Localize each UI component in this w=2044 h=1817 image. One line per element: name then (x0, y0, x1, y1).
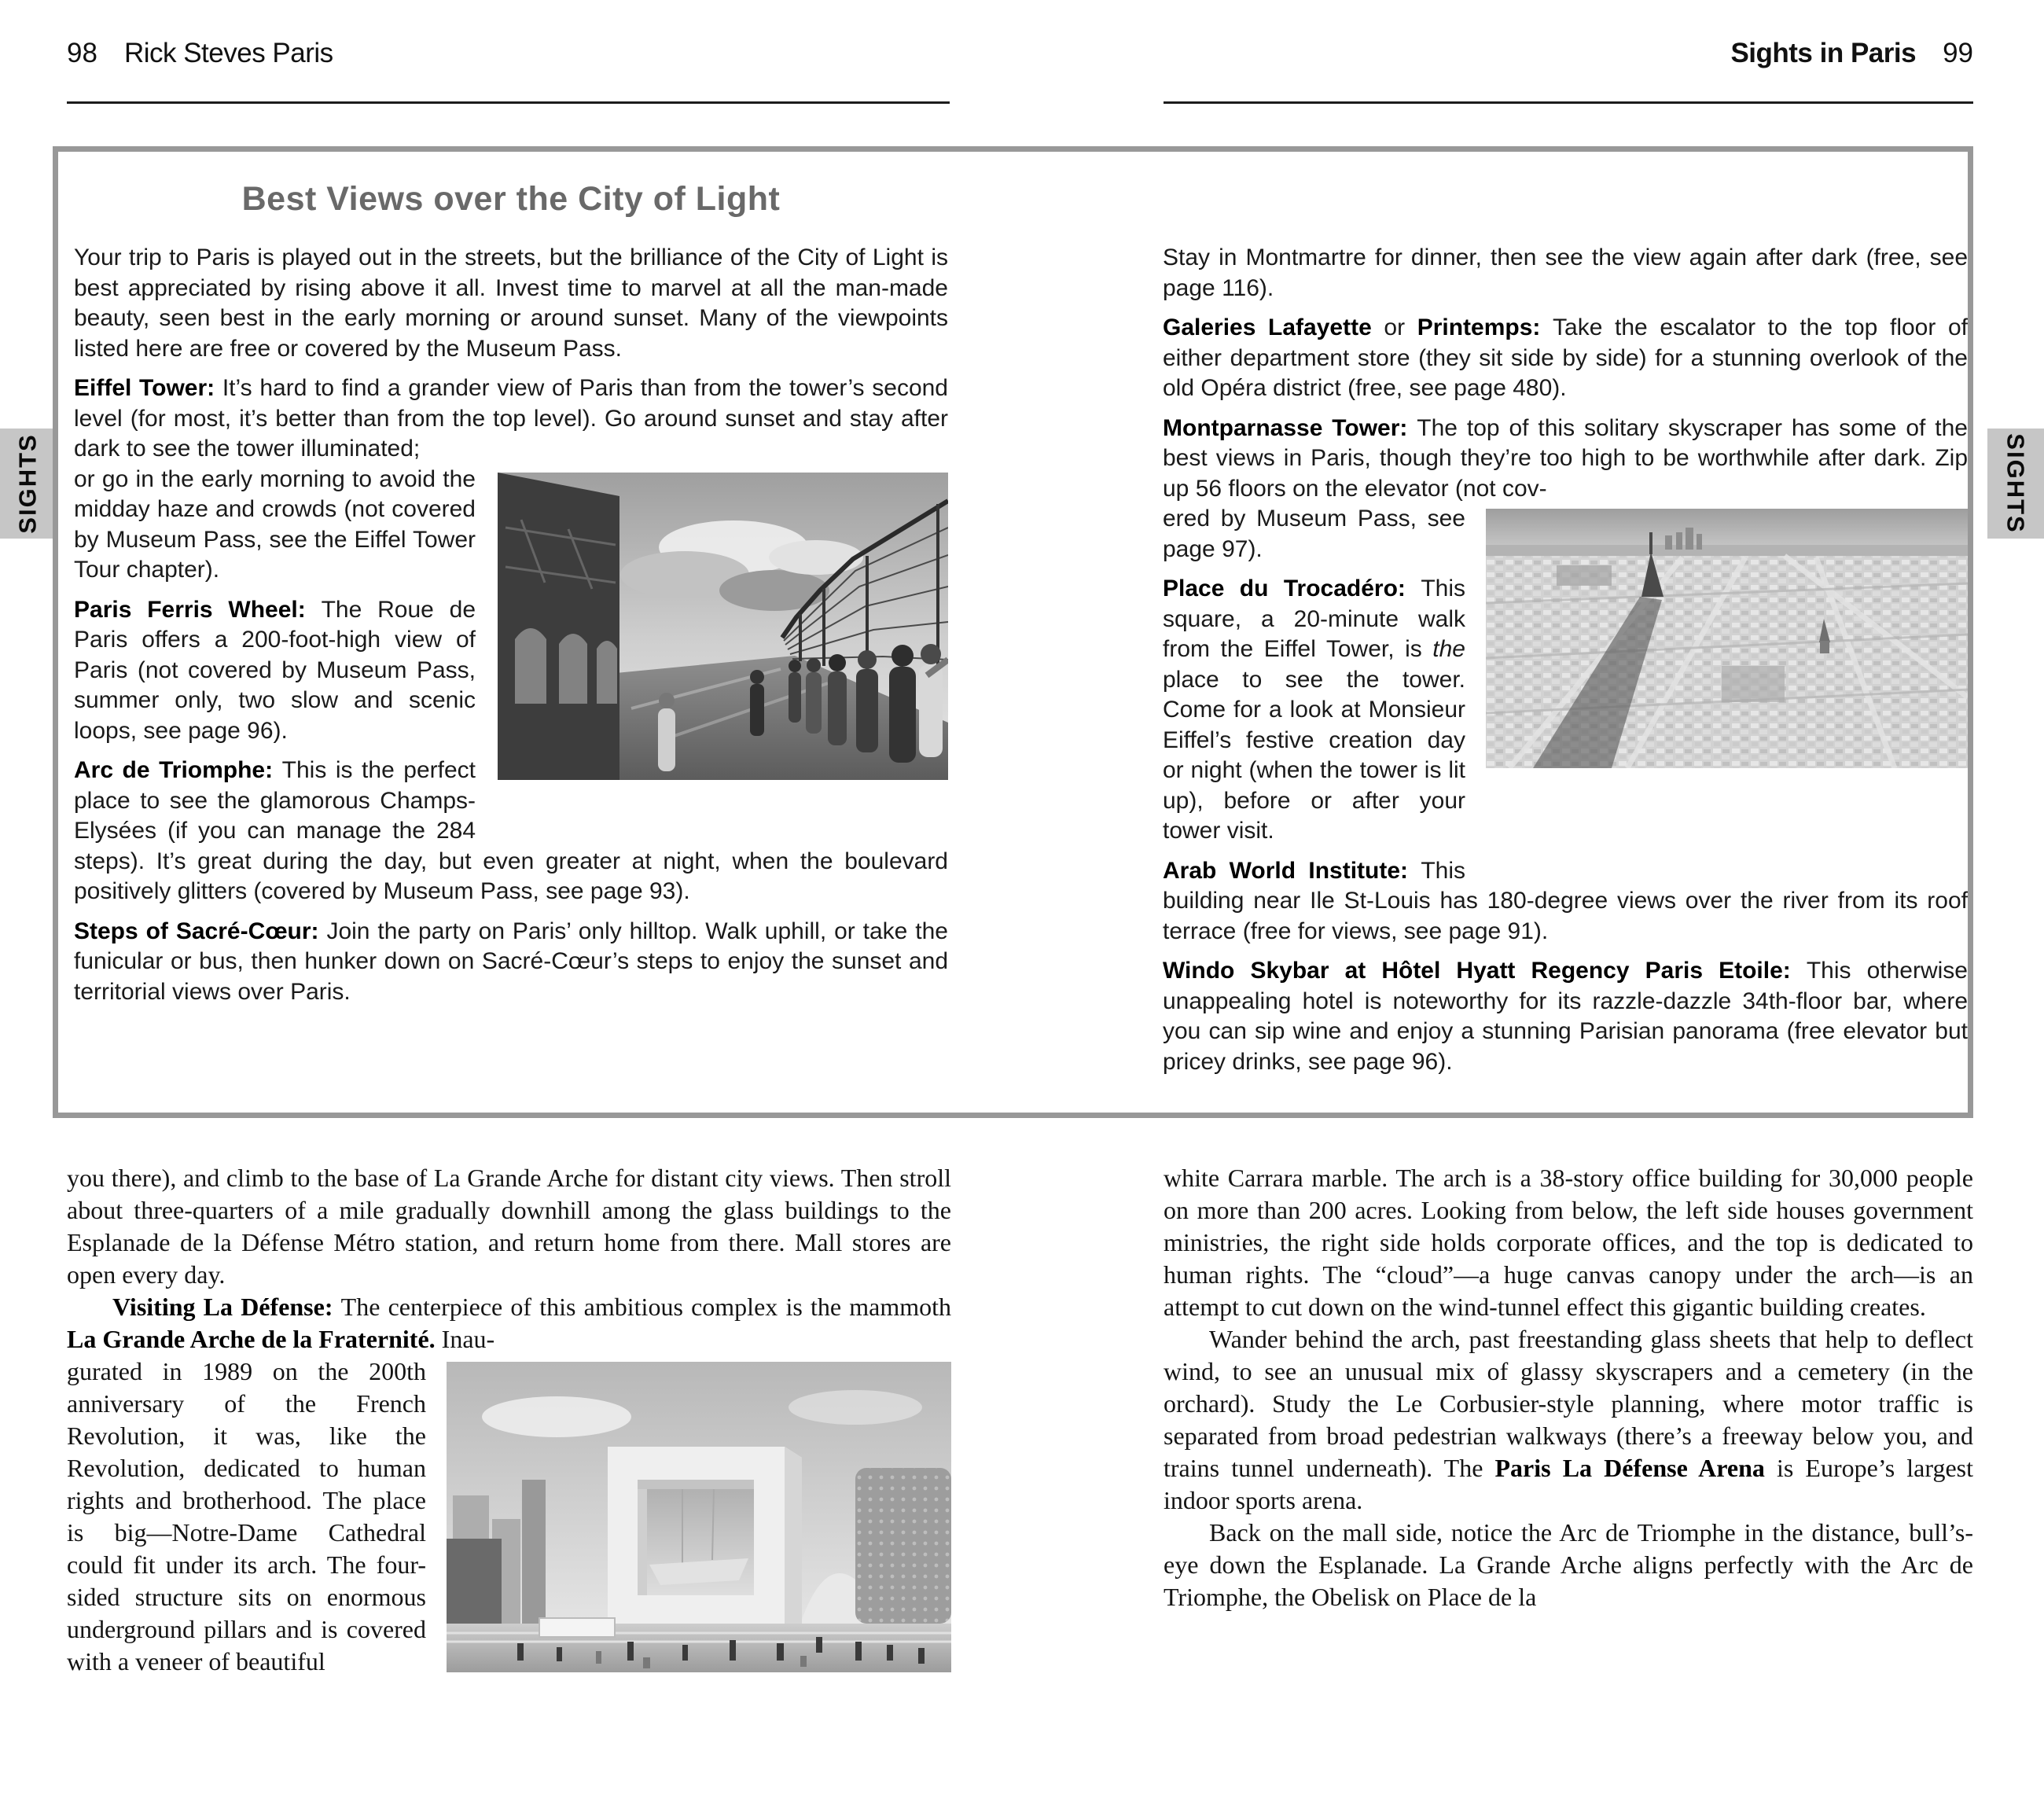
sidebar-column-right (1163, 243, 1968, 1087)
body-paragraph: you there), and climb to the base of La Grande Arche for distant city views. Then stroll about three-quarters of a mile gradually downhill among the glass buildings to the Esplanade de la Défense Métro station, and return home from there. Mall stores are open every day. (67, 1164, 951, 1289)
grande-arche-photo (447, 1362, 951, 1672)
ferris-wheel-paragraph: Paris Ferris Wheel: The Roue de Paris offers a 200-foot-high view of Paris (not covered by Museum Pass, summer only, two slow and scenic loops, see page 96). (74, 596, 476, 744)
sacre-coeur-paragraph: Steps of Sacré-Cœur: Join the party on Paris’ only hilltop. Walk uphill, or take the funicular or bus, then hunker down on Sacré-Cœur’s steps to enjoy the sunset and territorial views over Paris. (74, 918, 948, 1005)
header-rule-left (67, 101, 950, 104)
sights-tab-left-label: SIGHTS (14, 433, 42, 534)
montmartre-paragraph: Stay in Montmartre for dinner, then see the view again after dark (free, see page 116). (1163, 245, 1968, 301)
visiting-la-defense-paragraph-continued: gurated in 1989 on the 200th anniversary of the French Revolution, it was, like the Revolution, dedicated to human rights and brotherhood. The place is big—Notre-Dame Cathedral could fit under its arch. The four-sided structure sits on enormous underground pillars and is covered with a veneer of beautiful (67, 1355, 951, 1678)
eiffel-tower-paragraph: Eiffel Tower: It’s hard to find a grander view of Paris than from the tower’s second level (for most, it’s better than from the top level). Go around sunset and stay after dark to see the tower illuminated; (74, 375, 948, 462)
running-title-left: Rick Steves Paris (123, 38, 333, 68)
trocadero-paragraph: Place du Trocadéro: This square, a 20-minute walk from the Eiffel Tower, is the place to see the tower. Come for a look at Monsieur Eiffel’s festive creation day or night (when the tower is lit up), before or after your tower visit. (1163, 576, 1465, 844)
eiffel-deck-photo (498, 473, 948, 780)
sidebar-column-left (74, 243, 948, 1017)
running-head-left (67, 38, 333, 69)
body-text-right (1164, 1162, 1973, 1613)
body-paragraph: white Carrara marble. The arch is a 38-story office building for 30,000 people on more than 200 acres. Looking from below, the left side houses government ministries, the right side holds corporate offices, and the top is dedicated to human rights. The “cloud”—a huge canvas canopy under the arch—is an attempt to cut down on the wind-tunnel effect this gigantic building creates. (1164, 1164, 1973, 1321)
sights-tab-right-label: SIGHTS (2002, 433, 2030, 534)
windo-skybar-paragraph: Windo Skybar at Hôtel Hyatt Regency Paris Etoile: This otherwise unappealing hotel is noteworthy for its razzle-dazzle 34th-floor bar, where you can sip wine and enjoy a stunning Parisian panorama (free elevator but pricey drinks, see page 96). (1163, 958, 1968, 1075)
best-views-sidebar (53, 146, 1973, 1118)
running-head-right (1164, 38, 1973, 69)
body-paragraph: Back on the mall side, notice the Arc de Triomphe in the distance, bull’s-eye down the Esplanade. La Grande Arche aligns perfectly with the Arc de Triomphe, the Obelisk on Place de la (1164, 1518, 1973, 1611)
body-text-left (67, 1162, 951, 1682)
eiffel-tower-paragraph-continued: or go in the early morning to avoid the midday haze and crowds (not covered by Museum Pass, see the Eiffel Tower Tour chapter). (74, 465, 948, 586)
sights-tab-right (1987, 429, 2044, 539)
paris-aerial-view-photo (1486, 509, 1968, 768)
arab-world-institute-paragraph: Arab World Institute: This building near Ile St-Louis has 180-degree views over the river from its roof terrace (free for views, see page 91). (1163, 857, 1968, 944)
sights-tab-left (0, 429, 57, 539)
galeries-lafayette-paragraph: Galeries Lafayette or Printemps: Take the escalator to the top floor of either department store (they sit side by side) for a stunning overlook of the old Opéra district (free, see page 480). (1163, 314, 1968, 401)
visiting-la-defense-paragraph: Visiting La Défense: The centerpiece of this ambitious complex is the mammoth La Grande Arche de la Fraternité. Inau- (67, 1293, 952, 1353)
arc-de-triomphe-paragraph: Arc de Triomphe: This is the perfect place to see the glamorous Champs-Elysées (if you can manage the 284 steps). It’s great during the day, but even greater at night, when the boulevard positively glitters (covered by Museum Pass, see page 93). (74, 757, 948, 904)
sidebar-intro-paragraph: Your trip to Paris is played out in the streets, but the brilliance of the City of Light is best appreciated by rising above it all. Invest time to marvel at all the man-made beauty, seen best in the early morning or around sunset. Many of the viewpoints listed here are free or covered by the Museum Pass. (74, 245, 948, 362)
sidebar-title: Best Views over the City of Light (241, 180, 781, 218)
body-paragraph: Wander behind the arch, past freestanding glass sheets that help to deflect wind, to see an unusual mix of glassy skyscrapers and a cemetery (in the orchard). Study the Le Corbusier-style planning, where motor traffic is separated from broad pedestrian walkways (there’s a freeway below you, and trains tunnel underneath). The Paris La Défense Arena is Europe’s largest indoor sports arena. (1164, 1325, 1973, 1514)
page-number-left: 98 (67, 38, 97, 68)
montparnasse-paragraph: Montparnasse Tower: The top of this solitary skyscraper has some of the best views in Paris, though they’re too high to be worthwhile after dark. Zip up 56 floors on the elevator (not cov- (1163, 414, 1968, 502)
running-title-right: Sights in Paris (1730, 38, 1917, 68)
montparnasse-paragraph-continued: ered by Museum Pass, see page 97). (1163, 504, 1968, 565)
page-number-right: 99 (1943, 38, 1973, 68)
header-rule-right (1164, 101, 1973, 104)
